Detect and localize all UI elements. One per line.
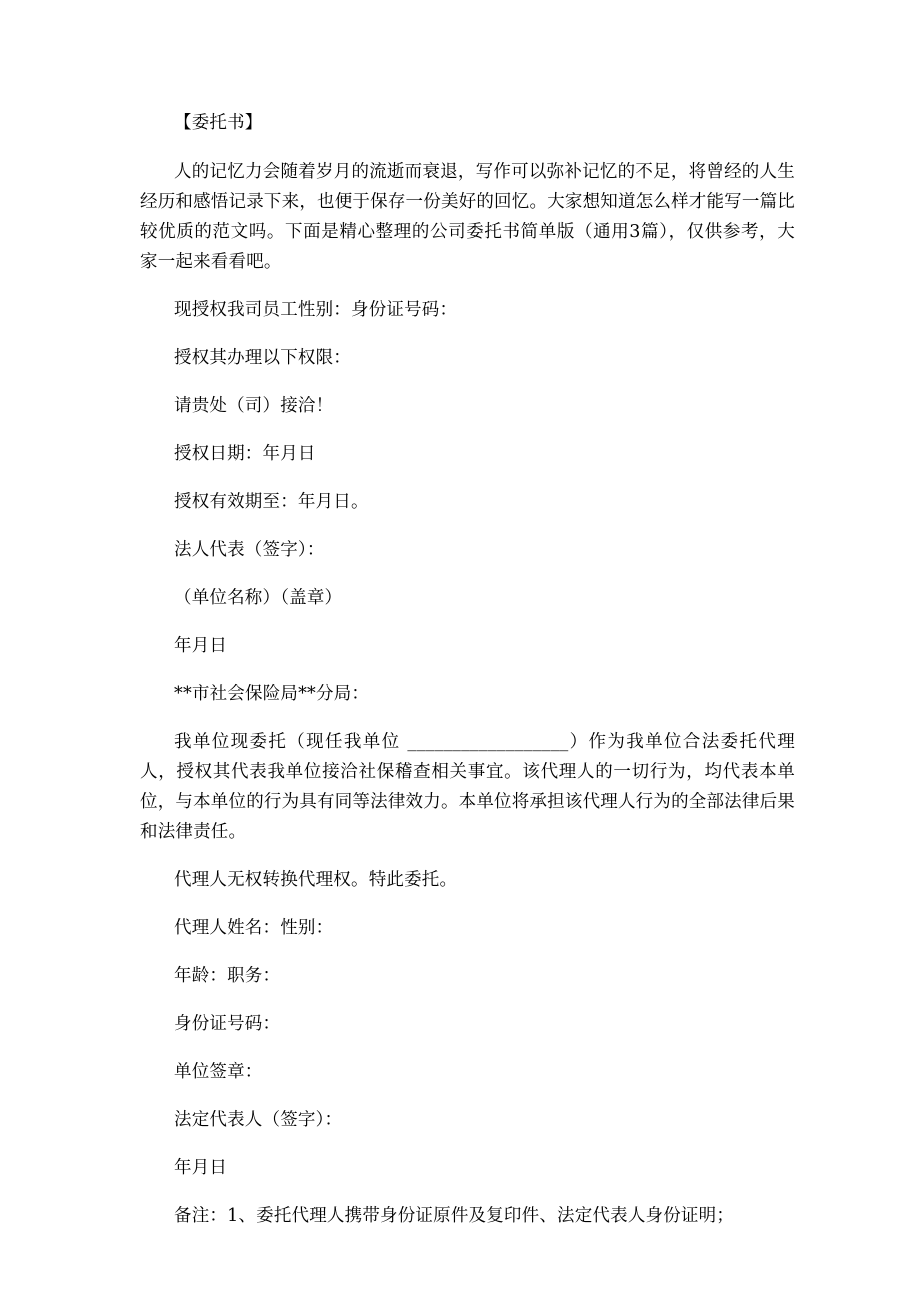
paragraph-remarks: 备注：1、委托代理人携带身份证原件及复印件、法定代表人身份证明； bbox=[174, 1206, 735, 1226]
paragraph-id-number: 身份证号码： bbox=[174, 1014, 281, 1034]
paragraph-date-2: 年月日 bbox=[174, 1158, 228, 1178]
paragraph-employee-authorization: 现授权我司员工性别：身份证号码： bbox=[174, 300, 458, 320]
paragraph-agent-name-gender: 代理人姓名：性别： bbox=[174, 918, 334, 938]
paragraph-authorization-date: 授权日期：年月日 bbox=[174, 444, 316, 464]
intro-paragraph: 人的记忆力会随着岁月的流逝而衰退，写作可以弥补记忆的不足，将曾经的人生经历和感悟记录下来，也便于保存一份美好的回忆。大家想知道怎么样才能写一篇比较优质的范文吗。下面是精心整理的公司委托书简单版（通用3篇），仅供参考，大家一起来看看吧。 bbox=[140, 162, 795, 272]
paragraph-no-transfer: 代理人无权转换代理权。特此委托。 bbox=[174, 870, 458, 890]
paragraph-validity-period: 授权有效期至：年月日。 bbox=[174, 492, 369, 512]
paragraph-unit-name-seal: （单位名称）（盖章） bbox=[174, 588, 343, 608]
document-title: 【委托书】 bbox=[174, 113, 263, 133]
paragraph-legal-representative-sign: 法定代表人（签字）： bbox=[174, 1110, 343, 1130]
paragraph-delegation-statement: 我单位现委托（现任我单位 __________________）作为我单位合法委托代理人，授权其代表我单位接洽社保稽查相关事宜。该代理人的一切行为，均代表本单位，与本单位的行为具有同等法律效力。本单位将承担该代理人行为的全部法律后果和法律责任。 bbox=[140, 732, 795, 842]
paragraph-legal-representative-signature: 法人代表（签字）： bbox=[174, 540, 325, 560]
paragraph-addressee: **市社会保险局**分局： bbox=[174, 684, 370, 704]
paragraph-authorized-scope: 授权其办理以下权限： bbox=[174, 348, 351, 368]
paragraph-date: 年月日 bbox=[174, 636, 228, 656]
paragraph-age-position: 年龄：职务： bbox=[174, 966, 281, 986]
document-body bbox=[140, 108, 795, 1249]
paragraph-please-receive: 请贵处（司）接洽！ bbox=[174, 396, 334, 416]
paragraph-unit-seal: 单位签章： bbox=[174, 1062, 263, 1082]
